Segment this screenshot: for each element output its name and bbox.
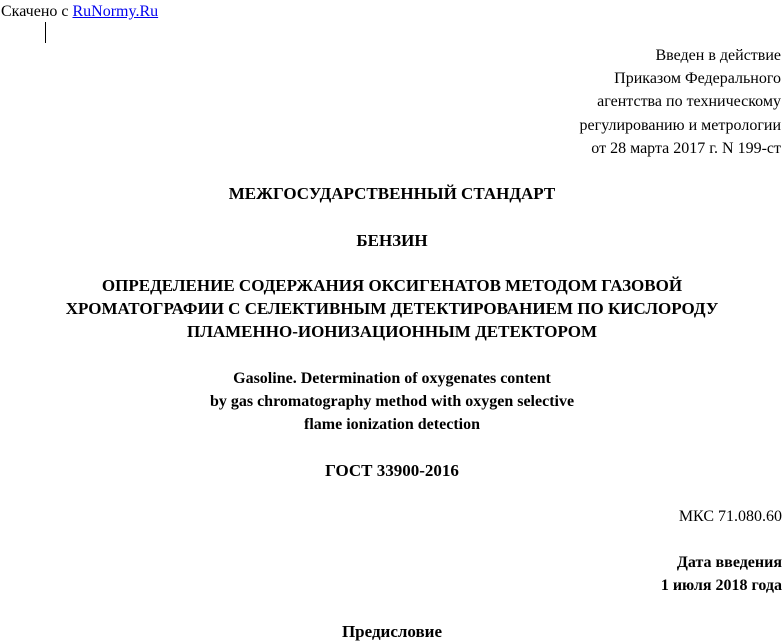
product-heading: БЕНЗИН xyxy=(356,231,428,250)
intro-date-block xyxy=(661,551,782,597)
enacted-line: агентства по техническому xyxy=(597,93,781,111)
enacted-line: Приказом Федерального xyxy=(614,70,781,88)
enacted-block xyxy=(580,44,781,160)
intro-date-label: Дата введения xyxy=(676,554,782,571)
title-ru-line: ОПРЕДЕЛЕНИЕ СОДЕРЖАНИЯ ОКСИГЕНАТОВ МЕТОДОМ ГАЗОВОЙ xyxy=(101,276,683,295)
enacted-line: регулированию и метрологии xyxy=(579,116,781,134)
standard-type-heading: МЕЖГОСУДАРСТВЕННЫЙ СТАНДАРТ xyxy=(228,184,556,203)
source-line xyxy=(1,0,158,23)
runormy-link[interactable]: RuNormy.Ru xyxy=(72,3,159,20)
source-prefix: Скачено с xyxy=(1,3,69,20)
enacted-line: от 28 марта 2017 г. N 199-ст xyxy=(591,139,781,157)
text-cursor xyxy=(45,22,46,43)
title-en-line: Gasoline. Determination of oxygenates content xyxy=(233,370,551,387)
title-en-line: by gas chromatography method with oxygen selective xyxy=(209,393,575,410)
gost-number: ГОСТ 33900-2016 xyxy=(325,461,459,480)
title-ru xyxy=(0,274,784,343)
title-en xyxy=(0,367,784,436)
foreword-heading: Предисловие xyxy=(341,622,443,641)
mks-code: МКС 71.080.60 xyxy=(678,508,782,525)
title-ru-line: ХРОМАТОГРАФИИ С СЕЛЕКТИВНЫМ ДЕТЕКТИРОВАНИЕМ ПО КИСЛОРОДУ xyxy=(65,299,719,318)
enacted-line: Введен в действие xyxy=(655,47,781,64)
title-en-line: flame ionization detection xyxy=(304,416,480,433)
title-ru-line: ПЛАМЕННО-ИОНИЗАЦИОННЫМ ДЕТЕКТОРОМ xyxy=(186,322,598,341)
intro-date-value: 1 июля 2018 года xyxy=(660,577,782,594)
